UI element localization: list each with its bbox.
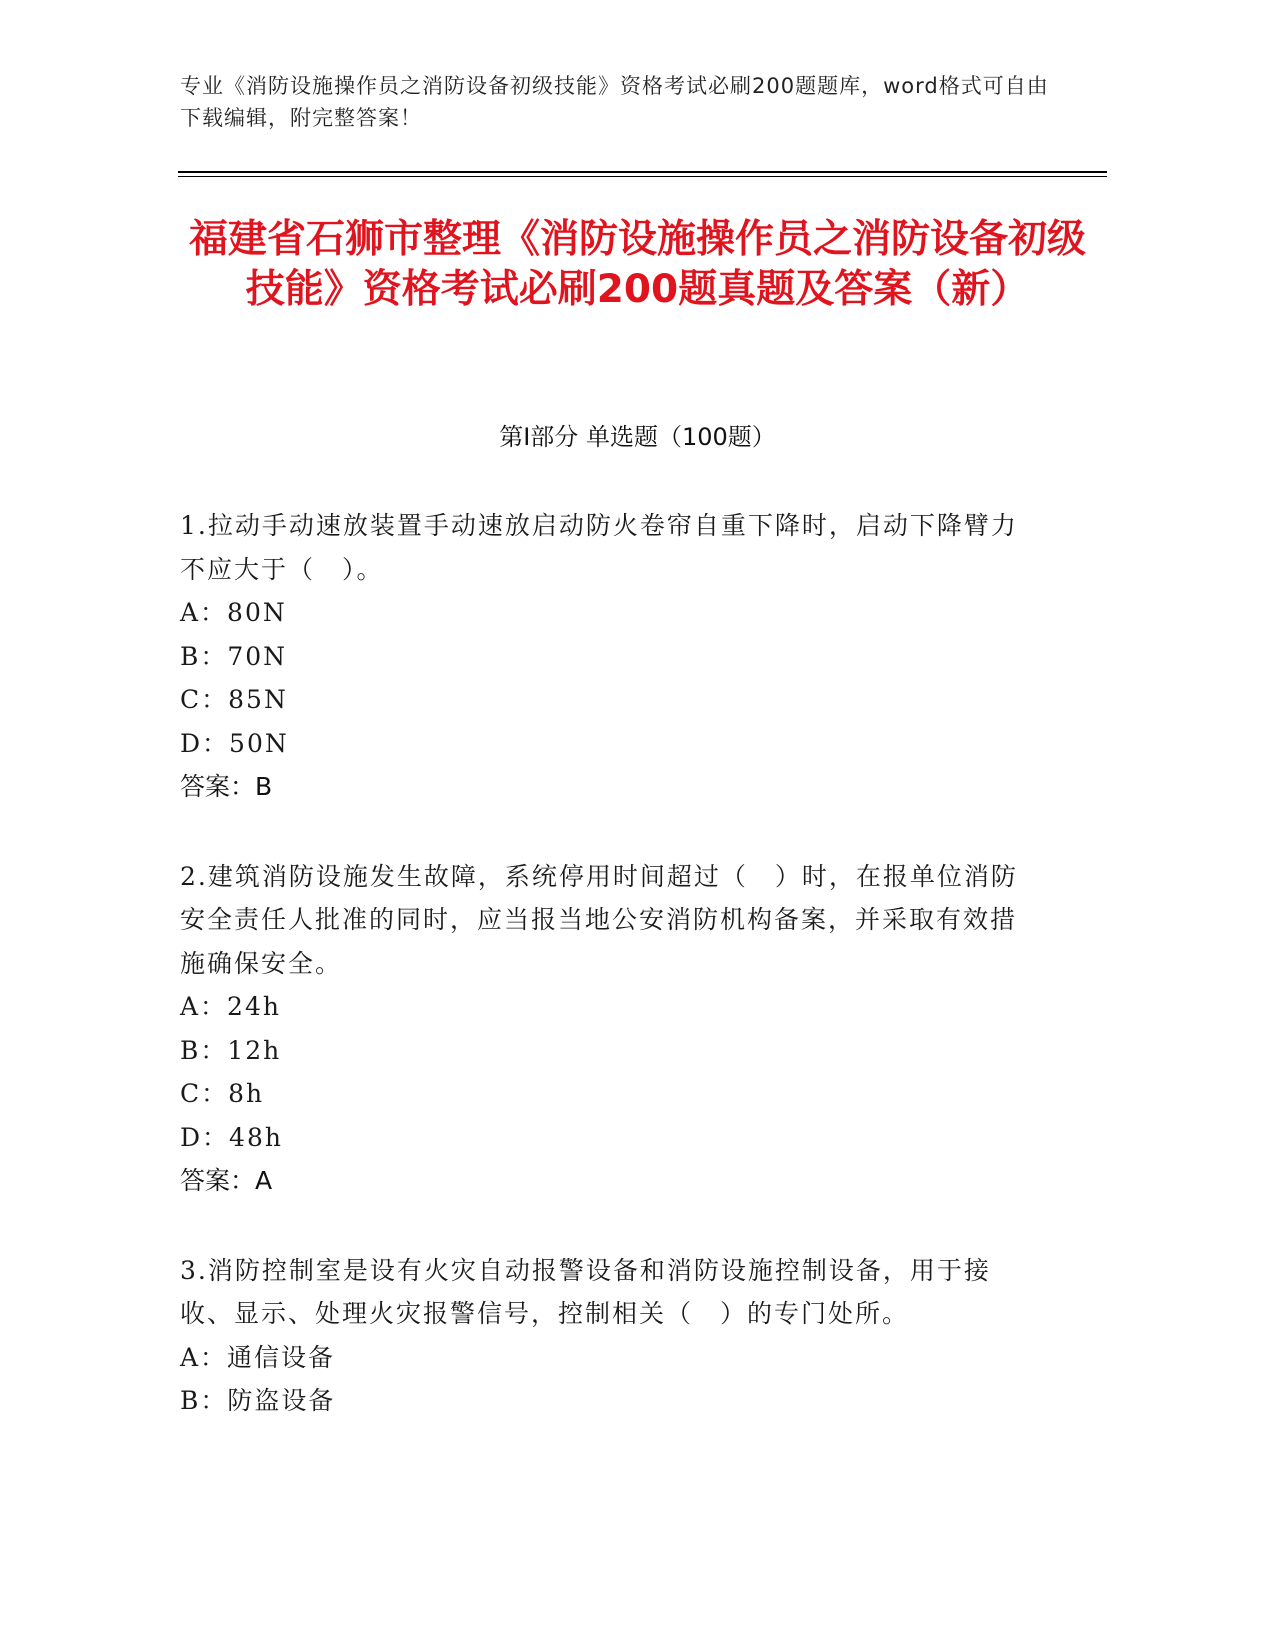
option-b: B：12h bbox=[180, 1035, 282, 1065]
option-a: A：24h bbox=[180, 992, 281, 1021]
option-c: C：85N bbox=[180, 685, 288, 714]
answer-line: 答案：A bbox=[180, 1166, 273, 1195]
document-title: 福建省石狮市整理《消防设施操作员之消防设备初级技能》资格考试必刷200题真题及答案（新） bbox=[188, 217, 1086, 312]
question-stem: 2.建筑消防设施发生故障，系统停用时间超过（ ）时，在报单位消防安全责任人批准的同时，应当报当地公安消防机构备案，并采取有效措施确保安全。 bbox=[180, 861, 1018, 978]
option-b: B：70N bbox=[180, 641, 288, 671]
question-2 bbox=[180, 855, 1020, 1203]
question-stem: 1.拉动手动速放装置手动速放启动防火卷帘自重下降时，启动下降臂力不应大于（ ）。 bbox=[180, 511, 1018, 584]
option-b: B：防盗设备 bbox=[180, 1386, 336, 1415]
section-heading: 第Ⅰ部分 单选题（100题） bbox=[499, 423, 776, 451]
option-a: A：80N bbox=[180, 598, 287, 627]
header-divider-thin bbox=[178, 176, 1107, 177]
question-3 bbox=[180, 1249, 1020, 1423]
question-1 bbox=[180, 504, 1020, 809]
option-d: D：50N bbox=[180, 728, 289, 758]
question-stem: 3.消防控制室是设有火灾自动报警设备和消防设施控制设备，用于接收、显示、处理火灾报警信号，控制相关（ ）的专门处所。 bbox=[180, 1255, 991, 1328]
answer-line: 答案：B bbox=[180, 772, 273, 801]
question-list bbox=[180, 504, 1020, 1469]
option-c: C：8h bbox=[180, 1079, 265, 1108]
header-note: 专业《消防设施操作员之消防设备初级技能》资格考试必刷200题题库，word格式可自由下载编辑，附完整答案！ bbox=[180, 74, 1049, 130]
header-divider-thick bbox=[178, 171, 1107, 173]
option-d: D：48h bbox=[180, 1122, 283, 1152]
option-a: A：通信设备 bbox=[180, 1342, 336, 1372]
